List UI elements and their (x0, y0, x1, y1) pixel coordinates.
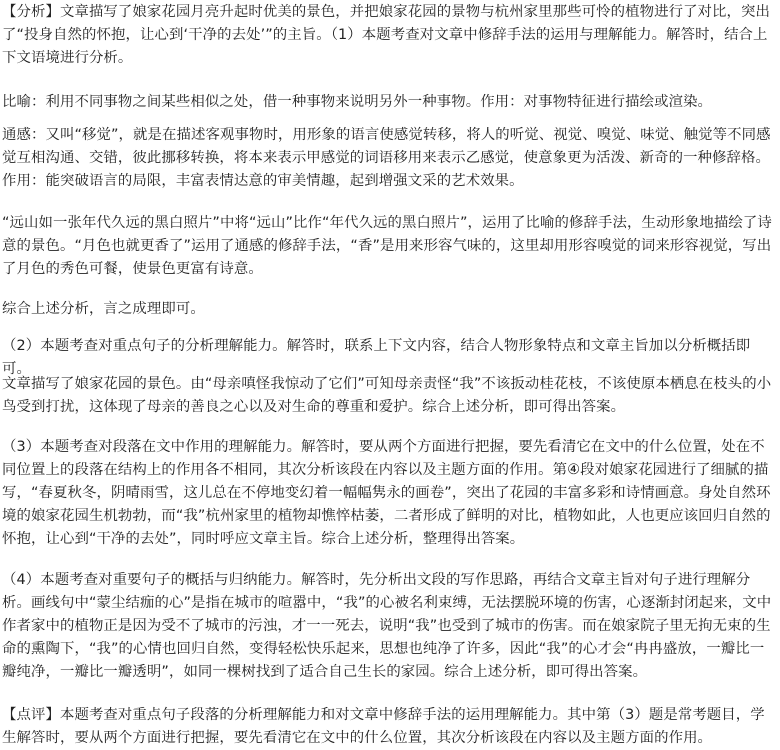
q2-answer-paragraph: 文章描写了娘家花园的景色。由“母亲嗔怪我惊动了它们”可知母亲责怪“我”不该扳动桂花枝，不该使原本栖息在枝头的小鸟受到打扰，这体现了母亲的善良之心以及对生命的尊重和爱护。综合上述分析，即可得出答案。 (2, 376, 772, 415)
q3-paragraph: （3）本题考查对段落在文中作用的理解能力。解答时，要从两个方面进行把握，要先看清它在文中的什么位置，处在不同位置上的段落在结构上的作用各不相同，其次分析该段在内容以及主题方面的作用。第④段对娘家花园进行了细腻的描写，“春夏秋冬，阴晴雨雪，这儿总在不停地变幻着一幅幅隽永的画卷”，突出了花园的丰富多彩和诗情画意。身处自然环境的娘家花园生机勃勃，而“我”杭州家里的植物却憔悴枯萎，二者形成了鲜明的对比，植物如此，人也更应该回归自然的怀抱，让心到“干净的去处”，同时呼应文章主旨。综合上述分析，整理得出答案。 (2, 439, 771, 547)
comment-paragraph: 【点评】本题考查对重点句子段落的分析理解能力和对文章中修辞手法的运用理解能力。其中第（3）题是常考题目，学生解答时，要从两个方面进行把握，要先看清它在文中的什么位置，其次分析该段在内容以及主题方面的作用。 (2, 707, 765, 746)
metaphor-definition-paragraph: 比喻：利用不同事物之间某些相似之处，借一种事物来说明另外一种事物。作用：对事物特征进行描绘或渲染。 (2, 94, 713, 110)
q1-summary-paragraph: 综合上述分析，言之成理即可。 (2, 301, 205, 317)
analysis-intro-paragraph: 【分析】文章描写了娘家花园月亮升起时优美的景色，并把娘家花园的景物与杭州家里那些可怜的植物进行了对比，突出了“投身自然的怀抱，让心到‘干净的去处’”的主旨。（1）本题考查对文章中修辞手法的运用与理解能力。解答时，结合上下文语境进行分析。 (2, 4, 771, 66)
synesthesia-definition-paragraph: 通感：又叫“移觉”，就是在描述客观事物时，用形象的语言使感觉转移，将人的听觉、视觉、嗅觉、味觉、触觉等不同感觉互相沟通、交错，彼此挪移转换，将本来表示甲感觉的词语移用来表示乙感觉，使意象更为活泼、新奇的一种修辞格。作用：能突破语言的局限，丰富表情达意的审美情趣，起到增强文采的艺术效果。 (2, 127, 771, 189)
q2-intro-paragraph: （2）本题考查对重点句子的分析理解能力。解答时，联系上下文内容，结合人物形象特点和文章主旨加以分析概括即可。 (2, 338, 751, 377)
q1-answer-paragraph: “远山如一张年代久远的黑白照片”中将“远山”比作“年代久远的黑白照片”，运用了比喻的修辞手法，生动形象地描绘了诗意的景色。“月色也就更香了”运用了通感的修辞手法，“香”是用来形容气味的，这里却用形容嗅觉的词来形容视觉，写出了月色的秀色可餐，使景色更富有诗意。 (2, 215, 772, 277)
q4-paragraph: （4）本题考查对重要句子的概括与归纳能力。解答时，先分析出文段的写作思路，再结合文章主旨对句子进行理解分析。画线句中“蒙尘结痂的心”是指在城市的喧嚣中，“我”的心被名利束缚，无法摆脱环境的伤害，心逐渐封闭起来，文中作者家中的植物正是因为受不了城市的污浊，才一一死去，说明“我”也受到了城市的伤害。而在娘家院子里无拘无束的生命的熏陶下，“我”的心情也回归自然，变得轻松快乐起来，思想也纯净了许多，因此“我”的心才会“冉冉盛放，一瓣比一瓣纯净，一瓣比一瓣透明”，如同一棵树找到了适合自己生长的家园。综合上述分析，即可得出答案。 (2, 572, 772, 680)
